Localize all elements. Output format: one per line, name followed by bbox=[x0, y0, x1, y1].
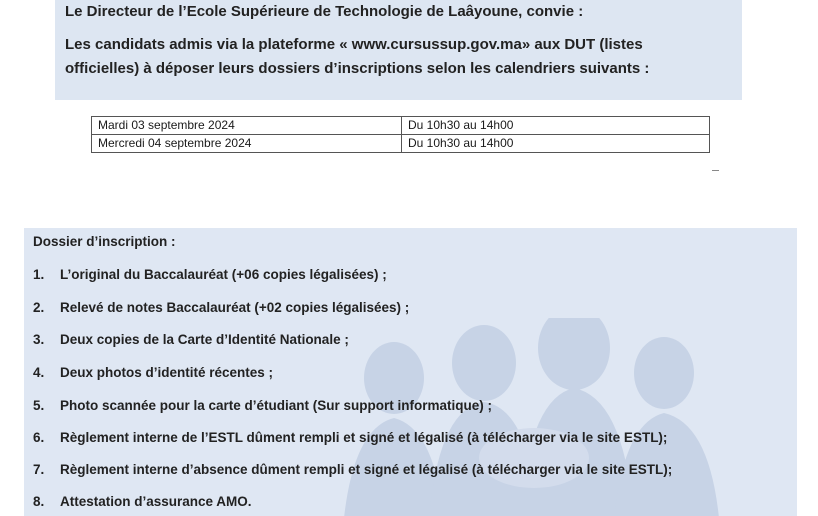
table-row bbox=[92, 117, 710, 135]
schedule-date: Mercredi 04 septembre 2024 bbox=[92, 135, 402, 153]
list-item-text: Attestation d’assurance AMO. bbox=[60, 494, 252, 509]
list-item-number: 4. bbox=[33, 365, 45, 380]
schedule-hours: Du 10h30 au 14h00 bbox=[402, 135, 710, 153]
list-item-text: Relevé de notes Baccalauréat (+02 copies légalisées) ; bbox=[60, 300, 410, 315]
list-item-number: 3. bbox=[33, 332, 45, 347]
schedule-hours: Du 10h30 au 14h00 bbox=[402, 117, 710, 135]
list-item bbox=[33, 430, 667, 445]
schedule-table bbox=[91, 116, 710, 153]
list-item-number: 6. bbox=[33, 430, 45, 445]
list-item-text: Photo scannée pour la carte d’étudiant (Sur support informatique) ; bbox=[60, 398, 493, 413]
list-item bbox=[33, 332, 349, 347]
table-row bbox=[92, 135, 710, 153]
divider bbox=[712, 170, 719, 171]
list-item-number: 2. bbox=[33, 300, 45, 315]
header-line-1: Le Directeur de l’Ecole Supérieure de Technologie de Laâyoune, convie : bbox=[65, 3, 584, 20]
schedule-date: Mardi 03 septembre 2024 bbox=[92, 117, 402, 135]
list-item bbox=[33, 267, 387, 282]
header-line-3: officielles) à déposer leurs dossiers d’inscriptions selon les calendriers suivants : bbox=[65, 60, 650, 77]
header-box bbox=[55, 0, 742, 100]
list-item-number: 5. bbox=[33, 398, 45, 413]
header-line-2: Les candidats admis via la plateforme « www.cursussup.gov.ma» aux DUT (listes bbox=[65, 36, 643, 53]
list-item bbox=[33, 494, 252, 509]
list-item-number: 8. bbox=[33, 494, 45, 509]
list-item-text: L’original du Baccalauréat (+06 copies légalisées) ; bbox=[60, 267, 387, 282]
students-background-image bbox=[324, 318, 744, 516]
list-item-text: Deux photos d’identité récentes ; bbox=[60, 365, 274, 380]
list-item bbox=[33, 462, 672, 477]
dossier-title: Dossier d’inscription : bbox=[33, 234, 176, 249]
list-item-text: Deux copies de la Carte d’Identité Nationale ; bbox=[60, 332, 349, 347]
list-item bbox=[33, 300, 409, 315]
list-item bbox=[33, 365, 273, 380]
list-item-number: 7. bbox=[33, 462, 45, 477]
list-item bbox=[33, 398, 492, 413]
dossier-box bbox=[24, 228, 797, 516]
list-item-text: Règlement interne d’absence dûment rempli et signé et légalisé (à télécharger via le site ESTL); bbox=[60, 462, 673, 477]
list-item-text: Règlement interne de l’ESTL dûment rempli et signé et légalisé (à télécharger via le site ESTL); bbox=[60, 430, 668, 445]
list-item-number: 1. bbox=[33, 267, 45, 282]
